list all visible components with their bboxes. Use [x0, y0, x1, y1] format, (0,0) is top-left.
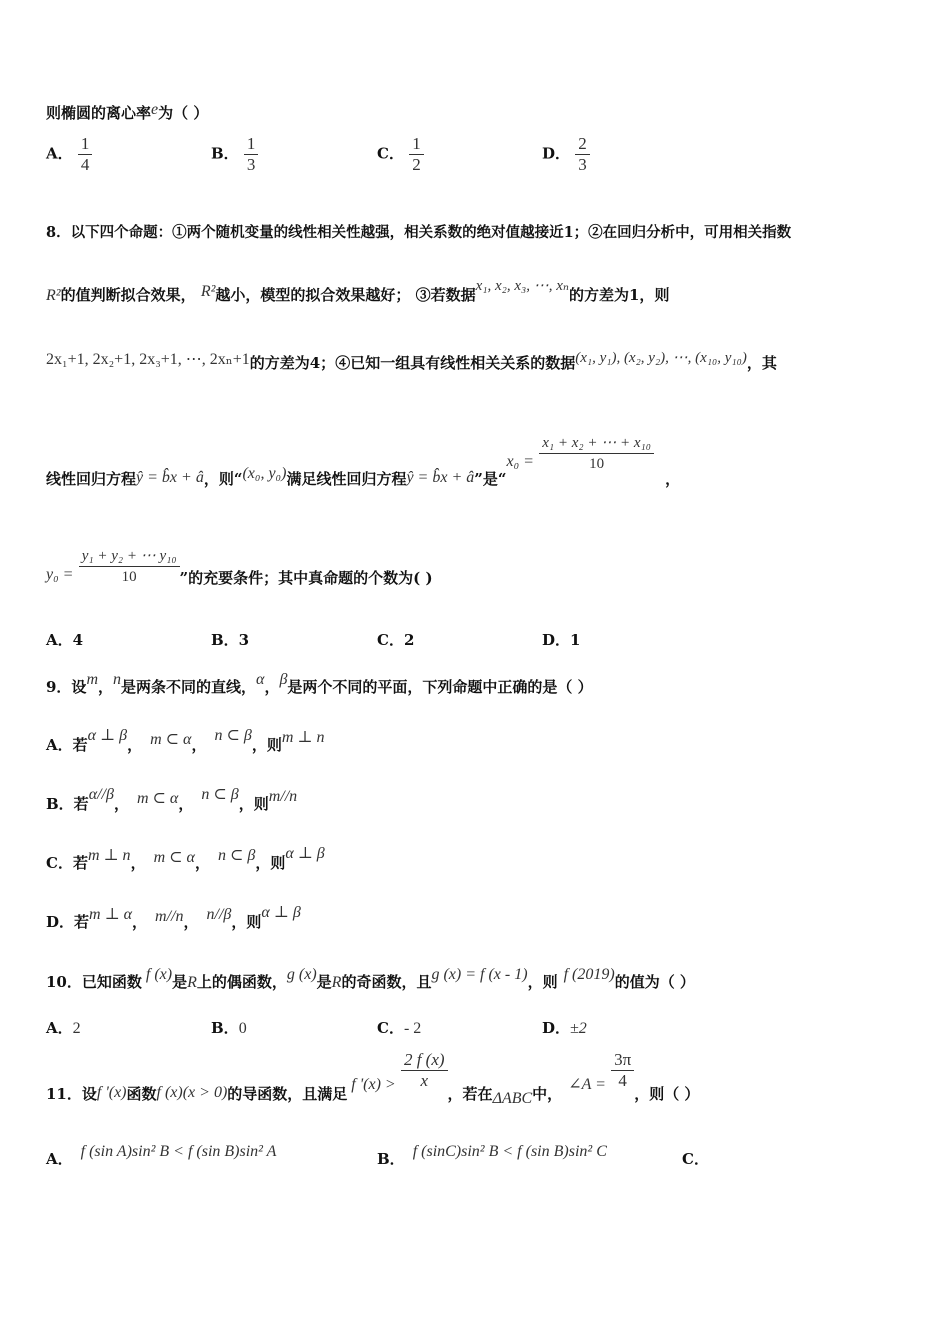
q9-stem: 9．设m，n是两条不同的直线，α，β是两个不同的平面，下列命题中正确的是（ ） [46, 671, 593, 696]
q11-option-a: A． f (sin A)sin² B < f (sin B)sin² A [46, 1143, 277, 1168]
q8-option-c: C．2 [377, 631, 415, 649]
q10-stem: 10．已知函数 f (x)是R上的偶函数，g (x)是R的奇函数，且g (x) = f (x - 1)，则 f (2019)的值为（ ） [46, 966, 695, 991]
q8-line-1: 8．以下四个命题：①两个随机变量的线性相关性越强，相关系数的绝对值越接近1；②在回归分析中，可用相关指数 [46, 224, 792, 241]
y0-fraction: $\frac{\text{y₁ + y₂ + ⋯ y₁₀}}{10}$ [79, 546, 180, 587]
q8-line-5: y₀ = $\frac{\text{y₁ + y₂ + ⋯ y₁₀}}{10}$ ”的充要条件；其中真命题的个数为( ) [46, 548, 433, 587]
q11-ineq-fraction: $\frac{2 f (x)}{x}$ [401, 1050, 448, 1091]
q7-d-fraction: $\frac{2}{3}$ [575, 134, 590, 175]
q10-option-d: D．±2 [542, 1019, 587, 1037]
q9-option-a: A．若α ⊥ β， m ⊂ α，n ⊂ β，则m ⊥ n [46, 727, 325, 754]
q7-c-fraction: $\frac{1}{2}$ [409, 134, 424, 175]
q9-option-c: C．若m ⊥ n， m ⊂ α， n ⊂ β，则α ⊥ β [46, 845, 325, 872]
q8-option-d: D．1 [542, 631, 581, 649]
q7-a-fraction: $\frac{1}{4}$ [78, 134, 93, 175]
q8-line-2: R²的值判断拟合效果， R²越小，模型的拟合效果越好； ③若数据x₁, x₂, x₃, ⋯, xₙ的方差为1，则 [46, 278, 670, 304]
q10-option-c: C．- 2 [377, 1019, 422, 1037]
q8-option-a: A．4 [46, 631, 84, 649]
q8-line-4: 线性回归方程ŷ = b̂x + â，则“(x₀, y₀)满足线性回归方程ŷ = b̂x + â”是“x₀ = $\frac{\text{x₁ + x₂ + ⋯ + x₁₀}}{10}$ ， [46, 435, 681, 488]
q7-b-fraction: $\frac{1}{3}$ [244, 134, 259, 175]
q11-angle-fraction: $\frac{3\pi}{4}$ [611, 1050, 634, 1091]
q7-option-c: C． $\frac{1}{2}$ [377, 134, 424, 175]
q8-option-b: B．3 [211, 631, 250, 649]
q7-stem: 则椭圆的离心率e为（ ） [46, 101, 209, 122]
q7-option-a: A． $\frac{1}{4}$ [46, 134, 92, 175]
q9-option-d: D．若m ⊥ α， m//n， n//β，则α ⊥ β [46, 904, 301, 931]
x0-fraction: $\frac{\text{x₁ + x₂ + ⋯ + x₁₀}}{10}$ [539, 433, 654, 474]
q10-option-b: B．0 [211, 1019, 247, 1037]
q11-option-b: B． f (sinC)sin² B < f (sin B)sin² C [377, 1143, 607, 1168]
q8-line-3: 2x₁+1, 2x₂+1, 2x₃+1, ⋯, 2xₙ+1的方差为4；④已知一组具有线性相关关系的数据(x₁, y₁), (x₂, y₂), ⋯, (x₁₀, y₁₀)，其 [46, 350, 777, 372]
q9-option-b: B．若α//β， m ⊂ α，n ⊂ β，则m//n [46, 786, 298, 813]
q7-option-b: B． $\frac{1}{3}$ [211, 134, 258, 175]
q7-option-d: D． $\frac{2}{3}$ [542, 134, 590, 175]
q11-stem: 11．设f '(x)函数f (x)(x > 0)的导函数，且满足f '(x) > $\frac{2 f (x)}{x}$ ，若在ΔABC中，∠A = $\frac{3\pi}{4}$ ，则（ ） [46, 1050, 700, 1107]
q10-option-a: A．2 [46, 1019, 81, 1037]
var-e: e [151, 101, 159, 118]
q11-option-c: C． [682, 1150, 709, 1168]
